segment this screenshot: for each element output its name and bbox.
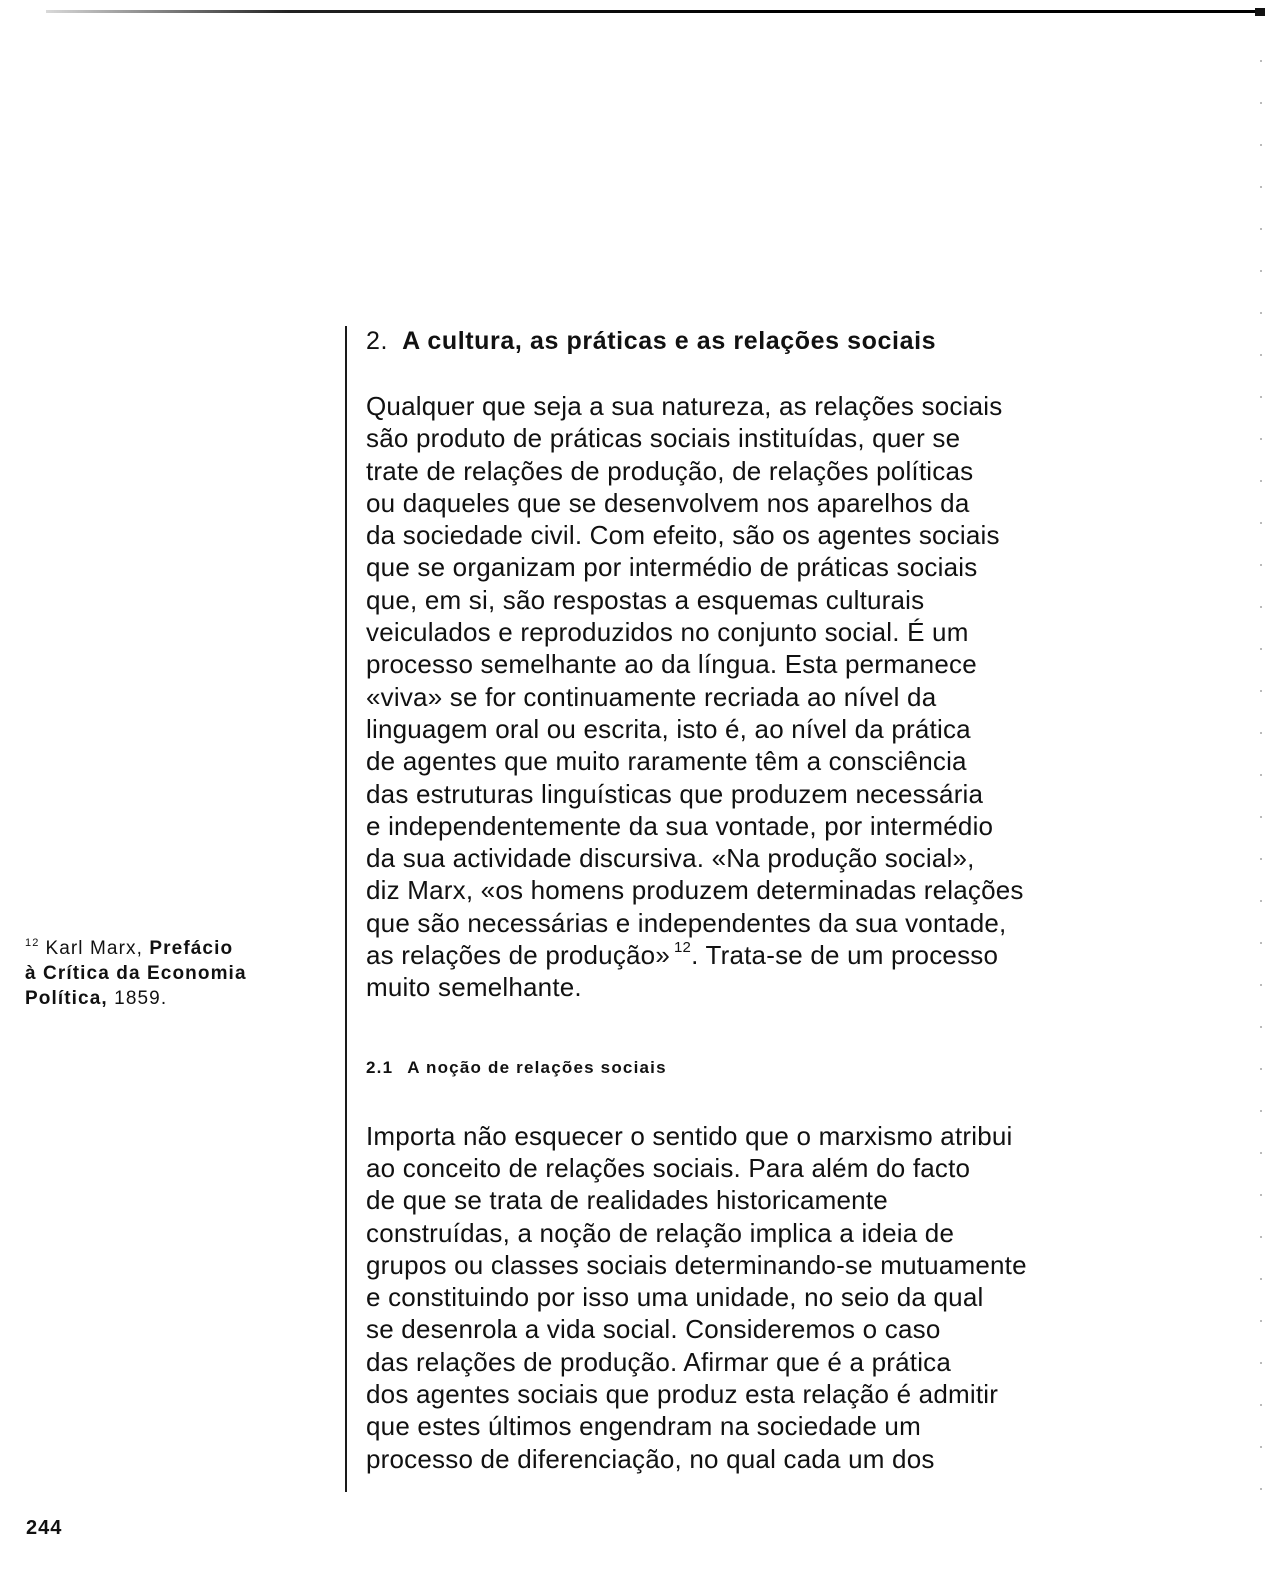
paragraph-line: que estes últimos engendram na sociedade um	[366, 1411, 921, 1442]
paragraph-line: Importa não esquecer o sentido que o marxismo atribui	[366, 1120, 1013, 1151]
paragraph-line: muito semelhante.	[366, 972, 582, 1003]
paragraph-line: veiculados e reproduzidos no conjunto social. É um	[366, 617, 969, 648]
paragraph-line: da sociedade civil. Com efeito, são os agentes sociais	[366, 520, 1000, 551]
paragraph-line: diz Marx, «os homens produzem determinadas relações	[366, 875, 1024, 906]
paragraph-line: dos agentes sociais que produz esta relação é admitir	[366, 1379, 999, 1410]
margin-vertical-rule	[345, 326, 347, 1492]
footnote-line	[25, 986, 315, 1011]
paragraph-line: das estruturas linguísticas que produzem necessária	[366, 778, 984, 809]
paragraph-line-with-footnote	[366, 939, 1196, 971]
footnote-line	[25, 936, 315, 961]
scan-margin-specks	[1260, 40, 1262, 1490]
subsection-title: A noção de relações sociais	[407, 1057, 667, 1077]
paragraph-line: processo de diferenciação, no qual cada um dos	[366, 1443, 935, 1474]
scan-top-edge	[46, 10, 1259, 13]
page-number: 244	[26, 1517, 63, 1539]
paragraph-line: ou daqueles que se desenvolvem nos aparelhos da	[366, 487, 970, 518]
paragraph-line: linguagem oral ou escrita, isto é, ao nível da prática	[366, 713, 971, 744]
paragraph-line: de que se trata de realidades historicamente	[366, 1185, 888, 1216]
section-title: A cultura, as práticas e as relações sociais	[402, 327, 937, 355]
paragraph-line: processo semelhante ao da língua. Esta permanece	[366, 649, 977, 680]
paragraph-line: trate de relações de produção, de relações políticas	[366, 455, 974, 486]
paragraph-line: «viva» se for continuamente recriada ao nível da	[366, 681, 937, 712]
quote-end-text: as relações de produção»	[366, 940, 671, 971]
footnote-number: 12	[25, 937, 40, 949]
paragraph-line: Qualquer que seja a sua natureza, as relações sociais	[366, 391, 1003, 421]
margin-footnote	[25, 936, 315, 1011]
footnote-title-part: Política,	[25, 988, 108, 1009]
section-paragraph	[366, 390, 1196, 1004]
section-heading	[366, 322, 1196, 360]
paragraph-line: construídas, a noção de relação implica a ideia de	[366, 1217, 955, 1248]
paragraph-line: que são necessárias e independentes da sua vontade,	[366, 907, 1007, 938]
paragraph-line: de agentes que muito raramente têm a consciência	[366, 746, 967, 777]
quote-continuation-text: . Trata-se de um processo	[691, 940, 999, 971]
paragraph-line: são produto de práticas sociais instituídas, quer se	[366, 423, 961, 454]
spacer	[366, 1080, 1196, 1120]
paragraph-line: que, em si, são respostas a esquemas culturais	[366, 584, 925, 615]
paragraph-line: grupos ou classes sociais determinando-se mutuamente	[366, 1249, 1027, 1280]
scan-corner-mark	[1255, 8, 1265, 16]
paragraph-line: se desenrola a vida social. Consideremos o caso	[366, 1314, 941, 1345]
paragraph-line: da sua actividade discursiva. «Na produção social»,	[366, 843, 975, 874]
paragraph-line: ao conceito de relações sociais. Para além do facto	[366, 1152, 971, 1183]
section-number: 2.	[366, 327, 389, 355]
footnote-reference[interactable]: 12	[674, 939, 692, 957]
footnote-title-part: Prefácio	[149, 938, 234, 959]
paragraph-line: e independentemente da sua vontade, por intermédio	[366, 810, 994, 841]
paragraph-line: que se organizam por intermédio de práticas sociais	[366, 552, 978, 583]
paragraph-line: e constituindo por isso uma unidade, no seio da qual	[366, 1282, 984, 1313]
footnote-author: Karl Marx,	[45, 938, 144, 959]
footnote-line	[25, 961, 315, 986]
spacer	[366, 1004, 1196, 1056]
paragraph-line: das relações de produção. Afirmar que é a prática	[366, 1346, 952, 1377]
subsection-paragraph	[366, 1120, 1196, 1475]
footnote-year: 1859.	[114, 988, 168, 1009]
subsection-heading	[366, 1056, 1196, 1080]
footnote-title-part: à Crítica da Economia	[25, 963, 247, 984]
main-text-column	[366, 322, 1196, 1475]
subsection-number: 2.1	[366, 1057, 394, 1077]
